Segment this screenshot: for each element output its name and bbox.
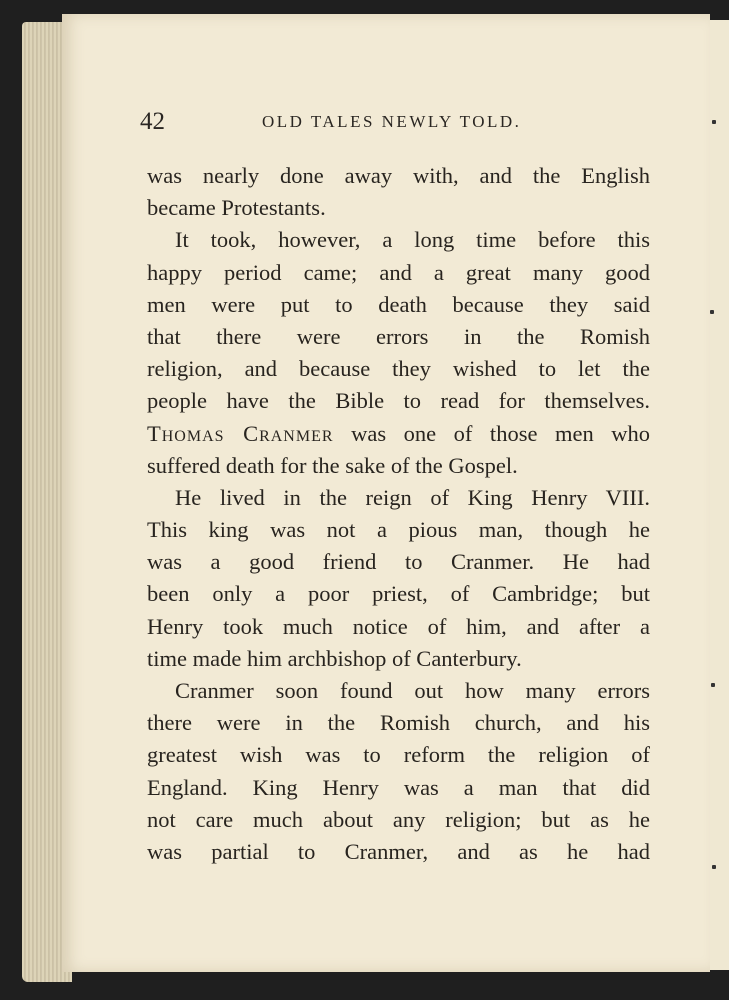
page-header: [140, 108, 650, 138]
text-line: became Protestants.: [147, 195, 326, 221]
text-line: He lived in the reign of King Henry VIII.: [175, 484, 650, 510]
text-line: was partial to Cranmer, and as he had: [147, 838, 650, 864]
text-line: England. King Henry was a man that did: [147, 774, 650, 800]
text-line: time made him archbishop of Canterbury.: [147, 645, 522, 671]
text-line-continuation: was one of those men who: [333, 420, 651, 446]
facing-page-mark: [712, 865, 716, 869]
text-line: religion, and because they wished to let the: [147, 356, 650, 382]
facing-page-edge: [710, 20, 729, 970]
text-line: not care much about any religion; but as he: [147, 806, 650, 832]
text-line: there were in the Romish church, and his: [147, 710, 650, 736]
body-text: [147, 160, 650, 868]
text-line: greatest wish was to reform the religion of: [147, 742, 650, 768]
text-line: was a good friend to Cranmer. He had: [147, 549, 650, 575]
text-line: men were put to death because they said: [147, 291, 650, 317]
text-line: people have the Bible to read for themselves.: [147, 388, 650, 414]
text-line: Cranmer soon found out how many errors: [175, 678, 650, 703]
text-line: This king was not a pious man, though he: [147, 517, 650, 543]
text-line: It took, however, a long time before this: [175, 227, 650, 253]
running-title: OLD TALES NEWLY TOLD.: [262, 112, 522, 131]
facing-page-mark: [712, 120, 716, 124]
text-line: that there were errors in the Romish: [147, 323, 650, 349]
facing-page-mark: [711, 683, 715, 687]
page-number: 42: [140, 108, 165, 135]
facing-page-mark: [710, 310, 714, 314]
text-line: suffered death for the sake of the Gospel.: [147, 452, 518, 478]
name-small-caps: Thomas Cranmer: [147, 420, 334, 446]
text-line: been only a poor priest, of Cambridge; but: [147, 581, 650, 607]
text-line: was nearly done away with, and the English: [147, 163, 650, 188]
text-line: [147, 418, 650, 450]
text-line: Henry took much notice of him, and after a: [147, 613, 650, 639]
text-line: happy period came; and a great many good: [147, 259, 650, 285]
